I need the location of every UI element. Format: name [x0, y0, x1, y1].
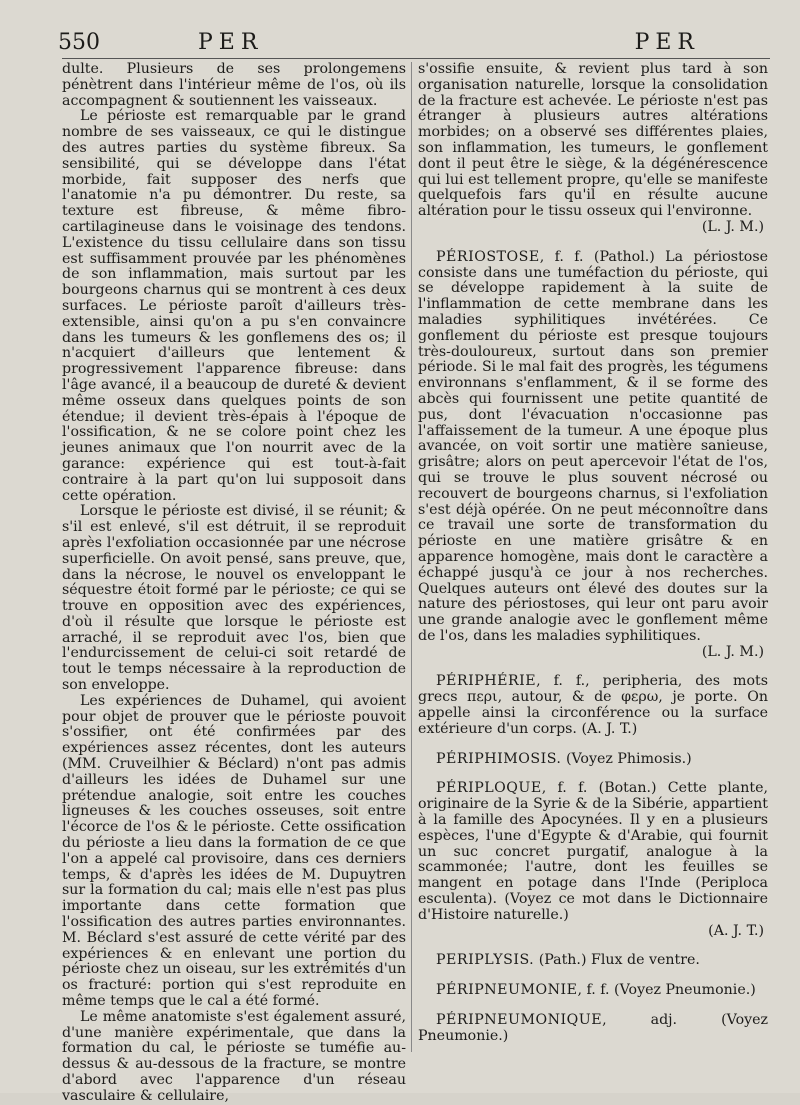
- running-head-right: PER: [634, 30, 700, 55]
- entry-text: , f. f. (Voyez Pneumonie.): [577, 982, 756, 999]
- entry-headword: PÉRIOSTOSE: [436, 248, 540, 265]
- entry-peripherie: [418, 674, 768, 737]
- author-signature: (A. J. T.): [708, 922, 764, 939]
- paragraph: Le périoste est remarquable par le grand nombre de ses vaisseaux, ce qui le distingue des autres parties du système fibreux. Sa sensibilité, qui se développe dans l'état morbide, fait supposer des nerfs que l'anatomie n'a pu démontrer. Du reste, sa texture est fibreuse, & même fibro-cartilagineuse dans le voisinage des tendons. L'existence du tissu cellulaire dans son tissu est suffisamment prouvée par les phénomènes de son inflammation, mais surtout par les bourgeons charnus qui se montrent à ces deux surfaces. Le périoste paroît d'ailleurs très-extensible, ainsi qu'on a pu s'en convaincre dans les tumeurs & les gonflemens des os; il n'acquiert d'ailleurs que lentement & progressivement l'apparence fibreuse: dans l'âge avancé, il a beaucoup de dureté & devient même osseux dans quelques points de son étendue; il devient très-épais à l'époque de l'ossification, & ne se colore point chez les jeunes animaux que l'on nourrit avec de la garance: expérience qui est tout-à-fait contraire à la part qu'on lui supposoit dans cette opération.: [62, 108, 406, 504]
- page-header: [58, 30, 760, 58]
- paragraph: [418, 62, 768, 236]
- page-number: 550: [58, 30, 100, 55]
- author-signature: (L. J. M.): [701, 218, 764, 235]
- paragraph: Lorsque le périoste est divisé, il se réunit; & s'il est enlevé, s'il est détruit, il se reproduit après l'exfoliation occasionnée par une nécrose superficielle. On avoit pensé, sans preuve, que, dans la nécrose, le nouvel os enveloppant le séquestre étoit formé par le périoste; ce qui se trouve en opposition avec des expériences, d'où il résulte que lorsque le périoste est arraché, il se reproduit avec l'os, bien que l'endurcissement de celui-ci soit retardé de tout le temps nécessaire à la reproduction de son enveloppe.: [62, 503, 406, 694]
- entry-headword: PÉRIPHIMOSIS.: [436, 750, 562, 767]
- entry-periostose: [418, 250, 768, 661]
- entry-headword: PÉRIPHÉRIE: [436, 673, 537, 690]
- header-rule: [62, 58, 770, 59]
- left-column: [62, 61, 406, 1104]
- entry-headword: PÉRIPNEUMONIQUE: [436, 1012, 603, 1029]
- entry-headword: PÉRIPNEUMONIE: [436, 982, 578, 999]
- entry-periphimosis: [418, 752, 768, 768]
- column-divider: [411, 62, 412, 1052]
- entry-text: , f. f. (Pathol.) La périostose consiste dans une tuméfaction du périoste, qui se développe rapidement à la suite de l'inflammation de cette membrane dans les maladies syphilitiques invétérées. Ce gonflement du périoste est presque toujours très-douloureux, surtout dans son premier période. Si le mal fait des progrès, les tégumens environnans s'enflamment, & il se forme des abcès qui fournissent une petite quantité de pus, dont l'évacuation n'occasionne pas l'affaissement de la tumeur. A une époque plus avancée, on voit sortir une matière sanieuse, grisâtre; alors on peut apercevoir l'état de l'os, qui se trouve le plus souvent nécrosé ou recouvert de bourgeons charnus, si l'exfoliation s'est déjà opérée. On ne peut méconnoître dans ce travail une sorte de transformation du périoste en une matière grisâtre & en apparence homogène, mais dont le caractère a échappé jusqu'à ce jour à nos recherches. Quelques auteurs ont élevé des doutes sur la nature des périostoses, qui leur ont paru avoir une grande analogie avec le gonflement même de l'os, dans les maladies syphilitiques.: [418, 248, 768, 644]
- entry-text: , f. f., peripheria, des mots grecs περι, autour, & de φερω, je porte. On appelle ainsi la circonférence ou la surface extérieure d'un corps. (A. J. T.): [418, 673, 768, 737]
- entry-headword: PERIPLYSIS.: [436, 952, 535, 969]
- running-head-left: PER: [198, 30, 264, 55]
- paragraph-text: s'ossifie ensuite, & revient plus tard à son organisation naturelle, lorsque la consolidation de la fracture est achevée. Le périoste n'est pas étranger à plusieurs autres altérations morbides; on a observé ses différentes plaies, son inflammation, les tumeurs, le gonflement dont il peut être le siège, & la dégénérescence qui lui est tellement propre, qu'elle se manifeste quelquefois fars qu'il en résulte aucune altération pour le tissu osseux qui l'environne.: [418, 61, 768, 220]
- author-signature: (L. J. M.): [701, 643, 764, 660]
- paragraph: Les expériences de Duhamel, qui avoient pour objet de prouver que le périoste pouvoit s'ossifier, ont été confirmées par des expériences assez récentes, dont les auteurs (MM. Cruveilhier & Béclard) n'ont pas admis d'ailleurs les idées de Duhamel sur une prétendue analogie, soit entre les couches ligneuses & les couches osseuses, soit entre l'écorce de l'os & le périoste. Cette ossification du périoste a lieu dans la formation de ce que l'on a appelé cal provisoire, dans ces derniers temps, & d'après les idées de M. Dupuytren sur la formation du cal; mais elle n'est pas plus importante dans cette formation que l'ossification des autres parties environnantes. M. Béclard s'est assuré de cette vérité par des expériences & en enlevant une portion du périoste chez un oiseau, sur les extrémités d'un os fracturé: portion qui s'est reproduite en même temps que le cal a été formé.: [62, 692, 406, 1010]
- entry-text: (Voyez Phimosis.): [565, 750, 692, 767]
- entry-peripneumonique: [418, 1013, 768, 1045]
- paragraph: dulte. Plusieurs de ses prolongemens pénètrent dans l'intérieur même de l'os, où ils accompagnent & soutiennent les vaisseaux.: [62, 61, 406, 109]
- paragraph: Le même anatomiste s'est également assuré, d'une manière expérimentale, que dans la formation du cal, le périoste se tuméfie au-dessus & au-dessous de la fracture, se montre d'abord avec l'apparence d'un réseau vasculaire & cellulaire,: [62, 1008, 406, 1104]
- entry-text: (Path.) Flux de ventre.: [538, 952, 700, 969]
- entry-periplysis: [418, 953, 768, 969]
- entry-periploque: [418, 781, 768, 939]
- entry-peripneumonie: [418, 983, 768, 999]
- right-column: [418, 62, 768, 1062]
- entry-text: , adj. (Voyez Pneumonie.): [418, 1012, 768, 1044]
- entry-headword: PÉRIPLOQUE: [436, 780, 542, 797]
- entry-text: , f. f. (Botan.) Cette plante, originaire de la Syrie & de la Sibérie, appartient à la famille des Apocynées. Il y en a plusieurs espèces, l'une d'Egypte & d'Arabie, qui fournit un suc concret purgatif, analogue à la scammonée; l'autre, dont les feuilles se mangent en potage dans l'Inde (Periploca esculenta). (Voyez ce mot dans le Dictionnaire d'Histoire naturelle.): [418, 780, 768, 923]
